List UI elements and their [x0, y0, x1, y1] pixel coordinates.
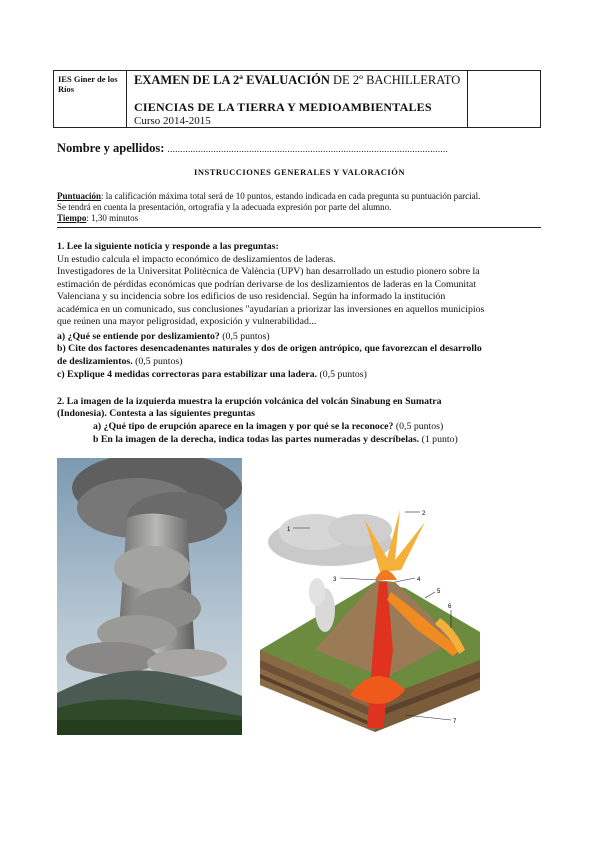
q1-c-text: c) Explique 4 medidas correctoras para estabilizar una ladera. — [57, 369, 318, 380]
q1-text-line: Un estudio calcula el impacto económico de deslizamientos de laderas. — [57, 254, 336, 265]
exam-title — [134, 73, 460, 88]
q1-text-line: Investigadores de la Universitat Politècnica de València (UPV) han desarrollado un estudio pionero sobre la — [57, 266, 480, 277]
volcano-diagram-image — [255, 500, 485, 732]
exam-title-bold: EXAMEN DE LA 2ª EVALUACIÓN — [134, 73, 330, 87]
diagram-label: 3 — [333, 577, 337, 583]
q2-title-line-1: 2. La imagen de la izquierda muestra la erupción volcánica del volcán Sinabung en Sumatra — [57, 396, 442, 407]
diagram-label: 1 — [287, 527, 291, 533]
q2-question-a — [93, 421, 443, 433]
school-cell — [54, 71, 127, 127]
q1-question-c — [57, 369, 367, 381]
q2-b-text: b En la imagen de la derecha, indica todas las partes numeradas y descríbelas. — [93, 434, 420, 445]
time-value: : 1,30 minutos — [86, 213, 139, 223]
diagram-label: 2 — [422, 511, 426, 517]
q1-text-line: estimación de pérdidas económicas que podrían derivarse de los deslizamientos de laderas en la Comunitat — [57, 279, 476, 290]
score-line-1 — [57, 191, 480, 202]
q1-question-b-cont — [57, 356, 182, 368]
q1-text-line: Valenciana y su incidencia sobre los edificios de uso residencial. Según ha informado la institución — [57, 291, 446, 302]
eruption-photo-image — [57, 458, 242, 735]
name-line — [57, 141, 448, 156]
volcano-diagram — [255, 500, 485, 732]
score-label: Puntuación — [57, 191, 102, 201]
instructions-rule — [57, 227, 541, 228]
time-line — [57, 213, 138, 224]
header-table — [53, 70, 541, 128]
q1-title: 1. Lee la siguiente noticia y responde a las preguntas: — [57, 241, 279, 252]
name-label: Nombre y apellidos: — [57, 141, 165, 155]
diagram-label: 6 — [448, 604, 452, 610]
diagram-label: 4 — [417, 577, 421, 583]
q1-b-text: de deslizamientos. — [57, 356, 133, 367]
q1-b-points: (0,5 puntos) — [132, 356, 183, 367]
eruption-photo — [57, 458, 242, 735]
q1-question-b: b) Cite dos factores desencadenantes naturales y dos de origen antrópico, que favorezcan el desarrollo — [57, 343, 482, 354]
q2-a-points: (0,5 puntos) — [393, 421, 444, 432]
time-label: Tiempo — [57, 213, 87, 223]
q1-a-text: a) ¿Qué se entiende por deslizamiento? — [57, 331, 220, 342]
q1-text-line: que reúnen una mayor peligrosidad, exposición y vulnerabilidad... — [57, 316, 317, 327]
q2-title-line-2: (Indonesia). Contesta a las siguientes preguntas — [57, 408, 255, 419]
score-line-2: Se tendrá en cuenta la presentación, ortografía y la adecuada expresión por parte del alumno. — [57, 202, 392, 212]
diagram-label: 5 — [437, 589, 441, 595]
q2-a-text: a) ¿Qué tipo de erupción aparece en la imagen y por qué se la reconoce? — [93, 421, 394, 432]
q1-a-points: (0,5 puntos) — [219, 331, 270, 342]
school-name: IES Giner de los Ríos — [58, 74, 118, 94]
q2-b-points: (1 punto) — [419, 434, 458, 445]
course-year: Curso 2014-2015 — [134, 115, 211, 127]
name-dots: .............................................................................................................. — [167, 144, 449, 154]
exam-title-rest: DE 2º BACHILLERATO — [329, 73, 461, 87]
q2-question-b — [93, 434, 458, 446]
q1-question-a — [57, 331, 270, 343]
q1-c-points: (0,5 puntos) — [317, 369, 367, 380]
diagram-label: 7 — [453, 719, 457, 725]
q1-text-line: académica en un comunicado, sus conclusiones "ayudarían a priorizar las inversiones en aquellos municipios — [57, 304, 485, 315]
instructions-title: INSTRUCCIONES GENERALES Y VALORACIÓN — [194, 167, 405, 177]
grade-cell — [467, 71, 540, 127]
score-text: : la calificación máxima total será de 10 puntos, estando indicada en cada pregunta su puntuación parcial. — [101, 191, 481, 201]
subject-title: CIENCIAS DE LA TIERRA Y MEDIOAMBIENTALES — [134, 100, 432, 114]
